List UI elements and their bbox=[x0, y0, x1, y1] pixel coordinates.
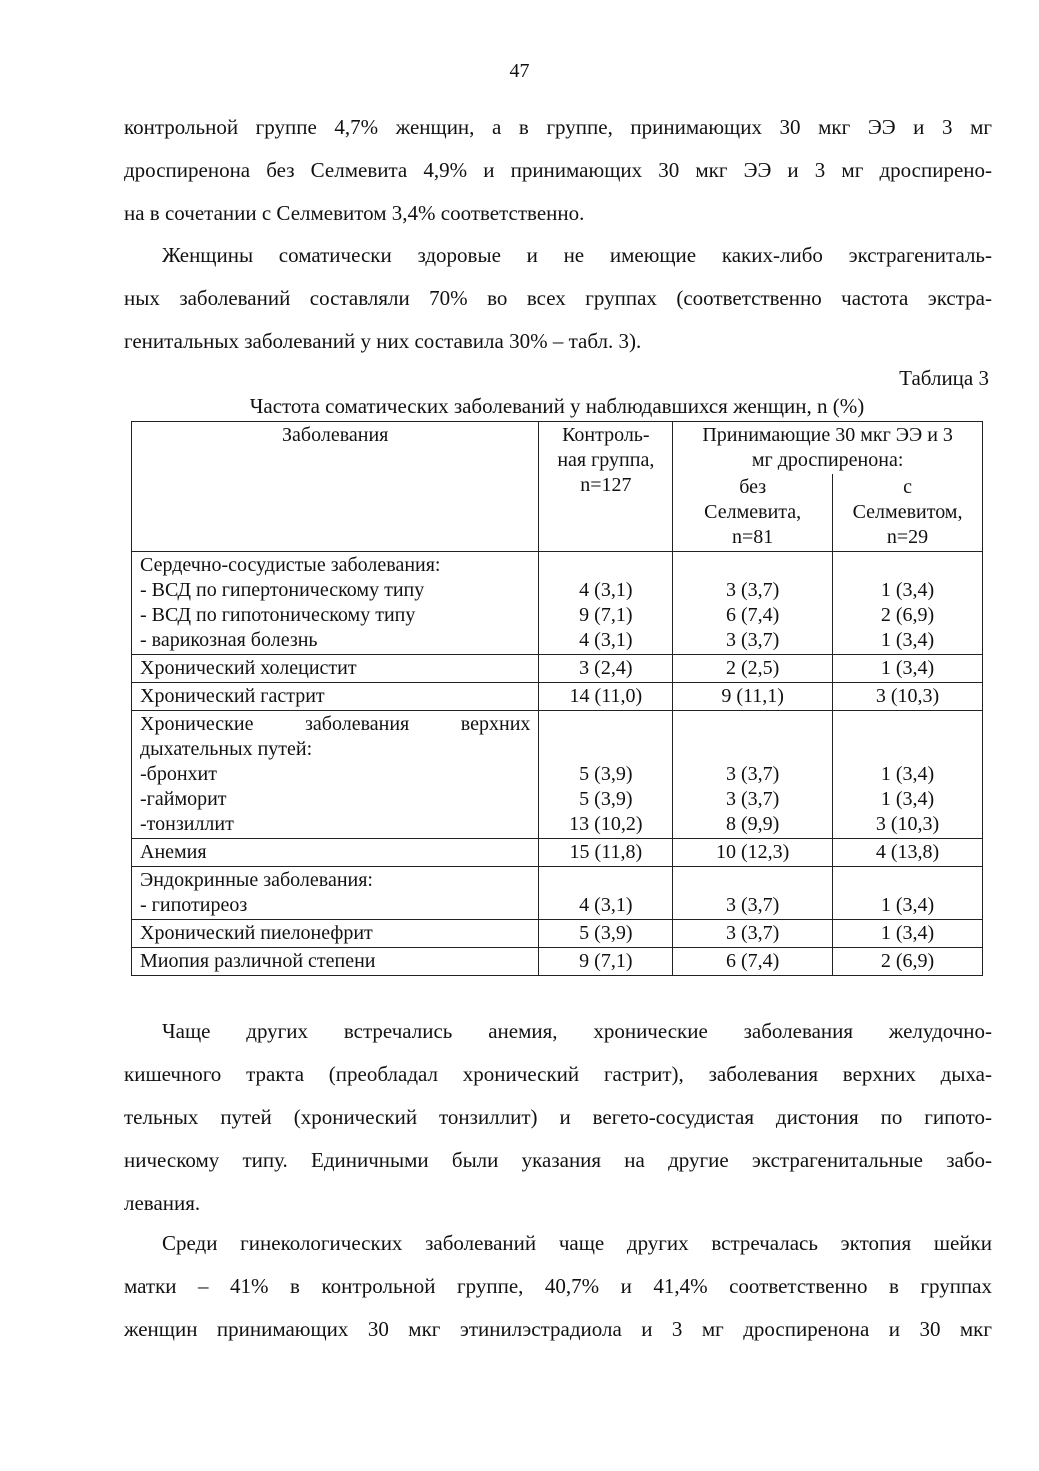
paragraph-line: Женщины соматически здоровые и не имеющие каких-либо экстрагениталь- bbox=[162, 243, 992, 267]
paragraph-line: контрольной группе 4,7% женщин, а в группе, принимающих 30 мкг ЭЭ и 3 мг bbox=[124, 115, 992, 139]
row-name: Эндокринные заболевания: - гипотиреоз bbox=[132, 867, 539, 920]
paragraph-line: кишечного тракта (преобладал хронический гастрит), заболевания верхних дыха- bbox=[124, 1062, 992, 1086]
header-without-selmevit: без Селмевита, n=81 bbox=[673, 474, 833, 552]
table-row bbox=[132, 683, 983, 711]
table-row bbox=[132, 711, 983, 839]
value-without: 3 (3,7) bbox=[673, 867, 833, 920]
paragraph-line: ническому типу. Единичными были указания на другие экстрагенитальные забо- bbox=[124, 1148, 992, 1172]
paragraph-line: на в сочетании с Селмевитом 3,4% соответственно. bbox=[124, 201, 585, 225]
value-without: 3 (3,7) bbox=[673, 920, 833, 948]
paragraph-line: Среди гинекологических заболеваний чаще других встречалась эктопия шейки bbox=[162, 1231, 992, 1255]
table-row bbox=[132, 920, 983, 948]
value-with: 1 (3,4) bbox=[833, 920, 983, 948]
value-without: 9 (11,1) bbox=[673, 683, 833, 711]
value-control: 3 (2,4) bbox=[539, 655, 673, 683]
header-control-group: Контроль- ная группа, n=127 bbox=[539, 422, 673, 552]
value-without: 10 (12,3) bbox=[673, 839, 833, 867]
row-name: Анемия bbox=[132, 839, 539, 867]
page-number: 47 bbox=[509, 60, 530, 82]
header-taking-group: Принимающие 30 мкг ЭЭ и 3 мг дроспиренона: bbox=[673, 422, 983, 475]
row-name: Сердечно-сосудистые заболевания: - ВСД по гипертоническому типу - ВСД по гипотоническому типу - варикозная болезнь bbox=[132, 552, 539, 655]
value-without: 3 (3,7) 3 (3,7) 8 (9,9) bbox=[673, 711, 833, 839]
table-row bbox=[132, 867, 983, 920]
value-control: 4 (3,1) bbox=[539, 867, 673, 920]
value-without: 6 (7,4) bbox=[673, 948, 833, 976]
paragraph-line: Чаще других встречались анемия, хронические заболевания желудочно- bbox=[162, 1019, 992, 1043]
value-control: 5 (3,9) bbox=[539, 920, 673, 948]
row-name: Хронический холецистит bbox=[132, 655, 539, 683]
table-row bbox=[132, 552, 983, 655]
row-name: Хронический пиелонефрит bbox=[132, 920, 539, 948]
table-label: Таблица 3 bbox=[899, 366, 989, 390]
paragraph-2 bbox=[124, 234, 992, 363]
disease-frequency-table bbox=[131, 421, 983, 976]
value-with: 4 (13,8) bbox=[833, 839, 983, 867]
row-name: Миопия различной степени bbox=[132, 948, 539, 976]
value-with: 2 (6,9) bbox=[833, 948, 983, 976]
value-with: 1 (3,4) 2 (6,9) 1 (3,4) bbox=[833, 552, 983, 655]
table-row bbox=[132, 948, 983, 976]
value-without: 2 (2,5) bbox=[673, 655, 833, 683]
value-control: 5 (3,9) 5 (3,9) 13 (10,2) bbox=[539, 711, 673, 839]
value-with: 3 (10,3) bbox=[833, 683, 983, 711]
header-disease: Заболевания bbox=[132, 422, 539, 552]
paragraph-1 bbox=[124, 106, 992, 235]
paragraph-line: левания. bbox=[124, 1191, 201, 1215]
paragraph-4 bbox=[124, 1222, 992, 1351]
paragraph-line: генитальных заболеваний у них составила 30% – табл. 3). bbox=[124, 329, 642, 353]
table-header-row bbox=[132, 422, 983, 475]
paragraph-line: тельных путей (хронический тонзиллит) и вегето-сосудистая дистония по гипото- bbox=[124, 1105, 992, 1129]
row-name: Хронический гастрит bbox=[132, 683, 539, 711]
value-control: 15 (11,8) bbox=[539, 839, 673, 867]
value-control: 9 (7,1) bbox=[539, 948, 673, 976]
paragraph-line: ных заболеваний составляли 70% во всех группах (соответственно частота экстра- bbox=[124, 286, 992, 310]
value-with: 1 (3,4) bbox=[833, 655, 983, 683]
header-with-selmevit: с Селмевитом, n=29 bbox=[833, 474, 983, 552]
value-without: 3 (3,7) 6 (7,4) 3 (3,7) bbox=[673, 552, 833, 655]
value-control: 14 (11,0) bbox=[539, 683, 673, 711]
table-row bbox=[132, 655, 983, 683]
row-name: Хронические заболевания верхних дыхательных путей: -бронхит -гайморит -тонзиллит bbox=[132, 711, 539, 839]
value-with: 1 (3,4) 1 (3,4) 3 (10,3) bbox=[833, 711, 983, 839]
value-control: 4 (3,1) 9 (7,1) 4 (3,1) bbox=[539, 552, 673, 655]
table-row bbox=[132, 839, 983, 867]
paragraph-3 bbox=[124, 1010, 992, 1225]
table-caption: Частота соматических заболеваний у наблюдавшихся женщин, n (%) bbox=[249, 394, 865, 418]
paragraph-line: дроспиренона без Селмевита 4,9% и принимающих 30 мкг ЭЭ и 3 мг дроспирено- bbox=[124, 158, 992, 182]
paragraph-line: матки – 41% в контрольной группе, 40,7% и 41,4% соответственно в группах bbox=[124, 1274, 992, 1298]
value-with: 1 (3,4) bbox=[833, 867, 983, 920]
paragraph-line: женщин принимающих 30 мкг этинилэстрадиола и 3 мг дроспиренона и 30 мкг bbox=[124, 1317, 992, 1341]
